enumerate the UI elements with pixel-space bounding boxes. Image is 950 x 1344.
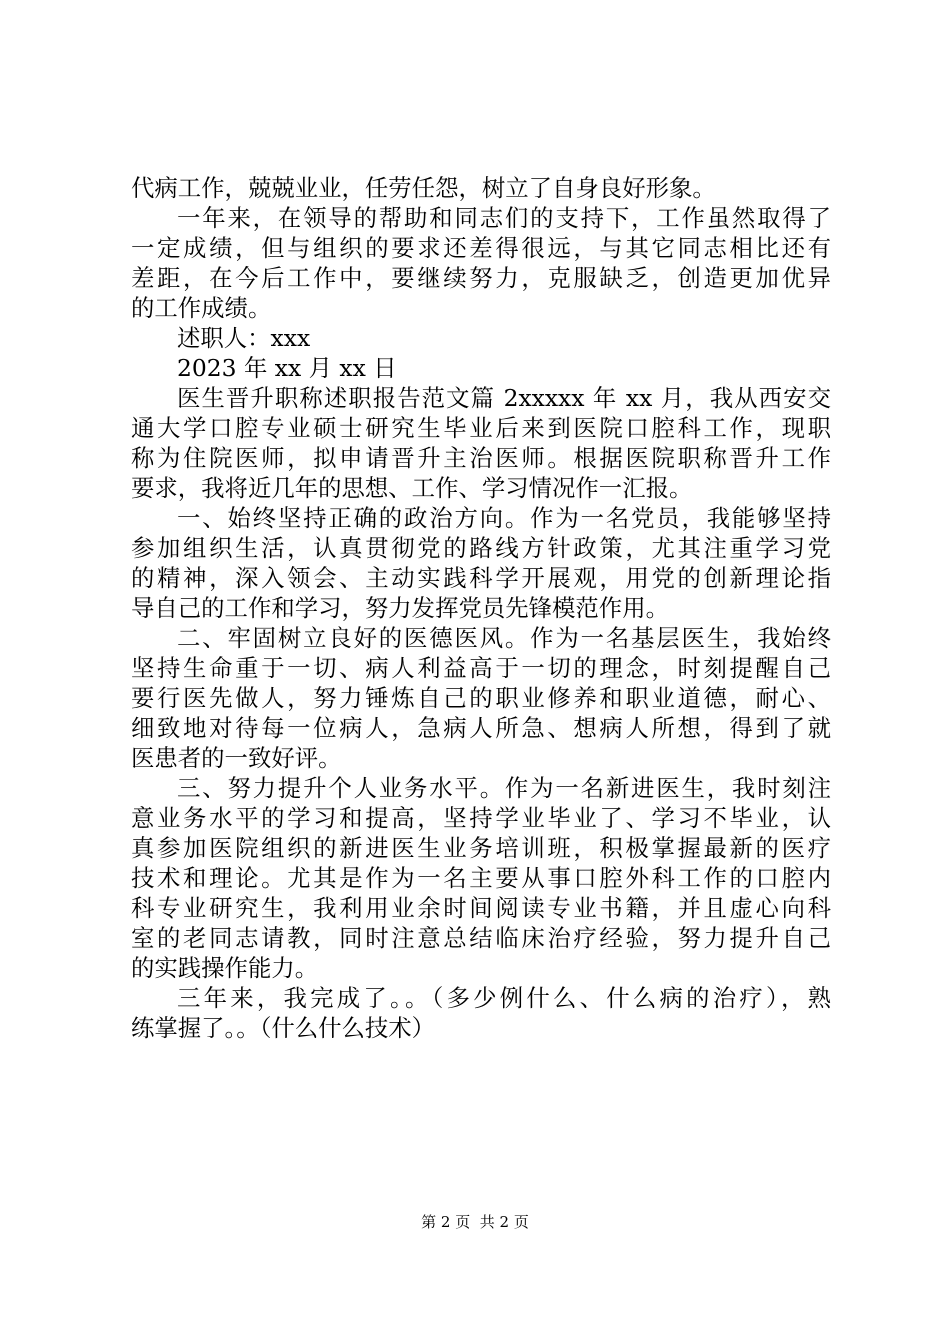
text-line: 技术和理论。尤其是作为一名主要从事口腔外科工作的口腔内 [131, 864, 831, 892]
text-line: 意业务水平的学习和提高，坚持学业毕业了、学习不毕业，认 [131, 804, 831, 832]
text-line: 通大学口腔专业硕士研究生毕业后来到医院口腔科工作，现职 [131, 414, 831, 442]
text-line: 一定成绩，但与组织的要求还差得很远，与其它同志相比还有 [131, 234, 831, 262]
text-line: 医患者的一致好评。 [131, 744, 342, 772]
text-line: 的精神，深入领会、主动实践科学开展观，用党的创新理论指 [131, 564, 831, 592]
text-line: 细致地对待每一位病人，急病人所急、想病人所想，得到了就 [131, 714, 831, 742]
page-number-footer: 第 2 页 共 2 页 [421, 1213, 529, 1231]
text-line: 医生晋升职称述职报告范文篇 2xxxxx 年 xx 月，我从西安交 [177, 384, 831, 412]
text-line: 参加组织生活，认真贯彻党的路线方针政策，尤其注重学习党 [131, 534, 831, 562]
text-line: 三、努力提升个人业务水平。作为一名新进医生，我时刻注 [177, 774, 831, 802]
text-line: 室的老同志请教，同时注意总结临床治疗经验，努力提升自己 [131, 924, 831, 952]
text-line: 真参加医院组织的新进医生业务培训班，积极掌握最新的医疗 [131, 834, 831, 862]
date-line: 2023 年 xx 月 xx 日 [177, 354, 397, 382]
text-line: 要求，我将近几年的思想、工作、学习情况作一汇报。 [131, 474, 693, 502]
text-line: 坚持生命重于一切、病人利益高于一切的理念，时刻提醒自己 [131, 654, 831, 682]
text-line: 三年来，我完成了。。（多少例什么、什么病的治疗），熟 [177, 984, 831, 1012]
text-line: 导自己的工作和学习，努力发挥党员先锋模范作用。 [131, 594, 669, 622]
text-line: 差距，在今后工作中，要继续努力，克服缺乏，创造更加优异 [131, 264, 831, 292]
text-line: 一、始终坚持正确的政治方向。作为一名党员，我能够坚持 [177, 504, 831, 532]
text-line: 要行医先做人，努力锤炼自己的职业修养和职业道德，耐心、 [131, 684, 831, 712]
text-line: 科专业研究生，我利用业余时间阅读专业书籍，并且虚心向科 [131, 894, 831, 922]
text-line: 一年来，在领导的帮助和同志们的支持下，工作虽然取得了 [177, 204, 831, 232]
signatory-line: 述职人：xxx [177, 324, 311, 352]
text-line: 代病工作，兢兢业业，任劳任怨，树立了自身良好形象。 [131, 174, 716, 202]
text-line: 的实践操作能力。 [131, 954, 319, 982]
text-line: 称为住院医师，拟申请晋升主治医师。根据医院职称晋升工作 [131, 444, 831, 472]
text-line: 练掌握了。。（什么什么技术） [131, 1014, 436, 1042]
text-line: 二、牢固树立良好的医德医风。作为一名基层医生，我始终 [177, 624, 831, 652]
text-line: 的工作成绩。 [131, 294, 272, 322]
document-body [131, 173, 831, 1043]
